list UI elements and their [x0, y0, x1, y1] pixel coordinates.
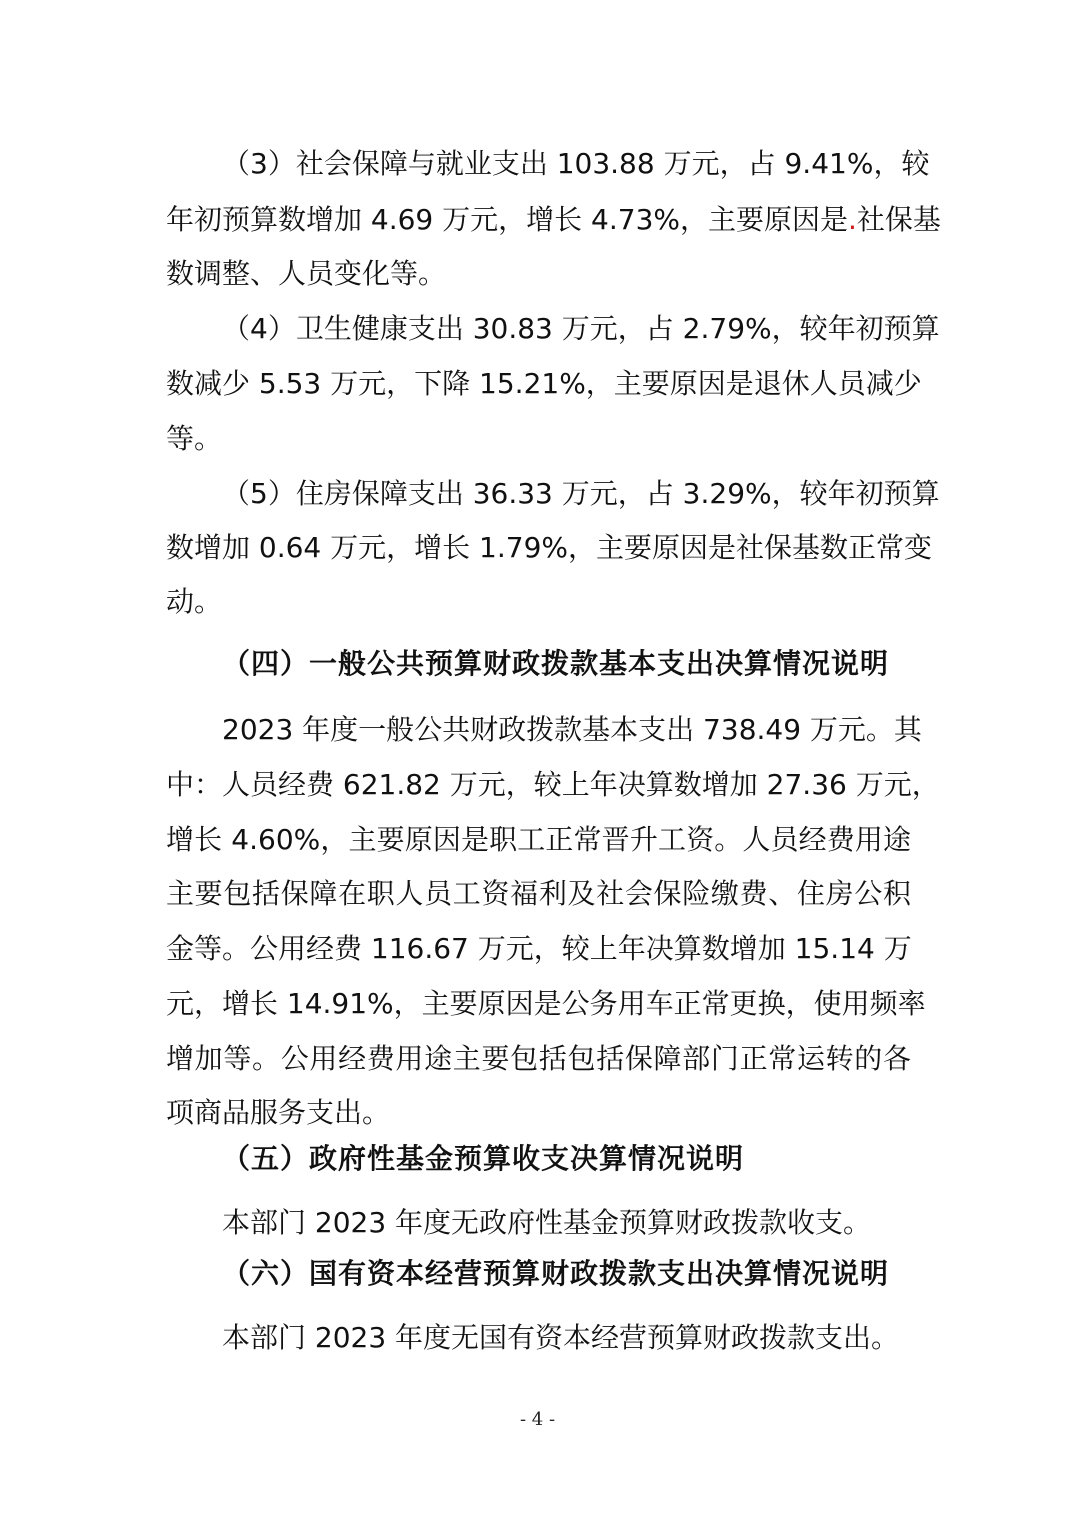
section-heading: （五）政府性基金预算收支决算情况说明 — [222, 1142, 745, 1175]
paragraph-line: （5）住房保障支出 36.33 万元，占 3.29%，较年初预算 — [222, 477, 940, 510]
paragraph-line: 中：人员经费 621.82 万元，较上年决算数增加 27.36 万元， — [166, 768, 940, 801]
paragraph-line-text: 社保基 — [856, 203, 941, 236]
paragraph-line: 元，增长 14.91%，主要原因是公务用车正常更换，使用频率 — [166, 987, 926, 1020]
paragraph-line — [166, 200, 941, 240]
page-number: - 4 - — [519, 1409, 556, 1430]
paragraph-line: 2023 年度一般公共财政拨款基本支出 738.49 万元。其 — [222, 713, 922, 746]
paragraph-line: 项商品服务支出。 — [166, 1096, 391, 1129]
paragraph-line: 等。 — [166, 422, 223, 455]
paragraph-line: 本部门 2023 年度无国有资本经营预算财政拨款支出。 — [222, 1321, 900, 1354]
paragraph-line: 增长 4.60%，主要原因是职工正常晋升工资。人员经费用途 — [166, 823, 911, 856]
paragraph-line: 增加等。公用经费用途主要包括包括保障部门正常运转的各 — [166, 1042, 911, 1075]
paragraph-line: （4）卫生健康支出 30.83 万元，占 2.79%，较年初预算 — [222, 312, 940, 345]
stray-red-mark: . — [848, 203, 857, 236]
paragraph-line: 数减少 5.53 万元，下降 15.21%，主要原因是退休人员减少 — [166, 367, 922, 400]
paragraph-line: 本部门 2023 年度无政府性基金预算财政拨款收支。 — [222, 1206, 872, 1239]
paragraph-line: （3）社会保障与就业支出 103.88 万元，占 9.41%，较 — [222, 147, 930, 180]
paragraph-line-text: 年初预算数增加 4.69 万元，增长 4.73%，主要原因是 — [166, 203, 848, 236]
paragraph-line: 主要包括保障在职人员工资福利及社会保险缴费、住房公积 — [166, 877, 911, 910]
paragraph-line: 金等。公用经费 116.67 万元，较上年决算数增加 15.14 万 — [166, 932, 912, 965]
paragraph-line: 动。 — [166, 585, 223, 618]
paragraph-line: 数调整、人员变化等。 — [166, 257, 447, 290]
section-heading: （四）一般公共预算财政拨款基本支出决算情况说明 — [222, 647, 890, 680]
paragraph-line: 数增加 0.64 万元，增长 1.79%，主要原因是社保基数正常变 — [166, 531, 932, 564]
section-heading: （六）国有资本经营预算财政拨款支出决算情况说明 — [222, 1257, 890, 1290]
